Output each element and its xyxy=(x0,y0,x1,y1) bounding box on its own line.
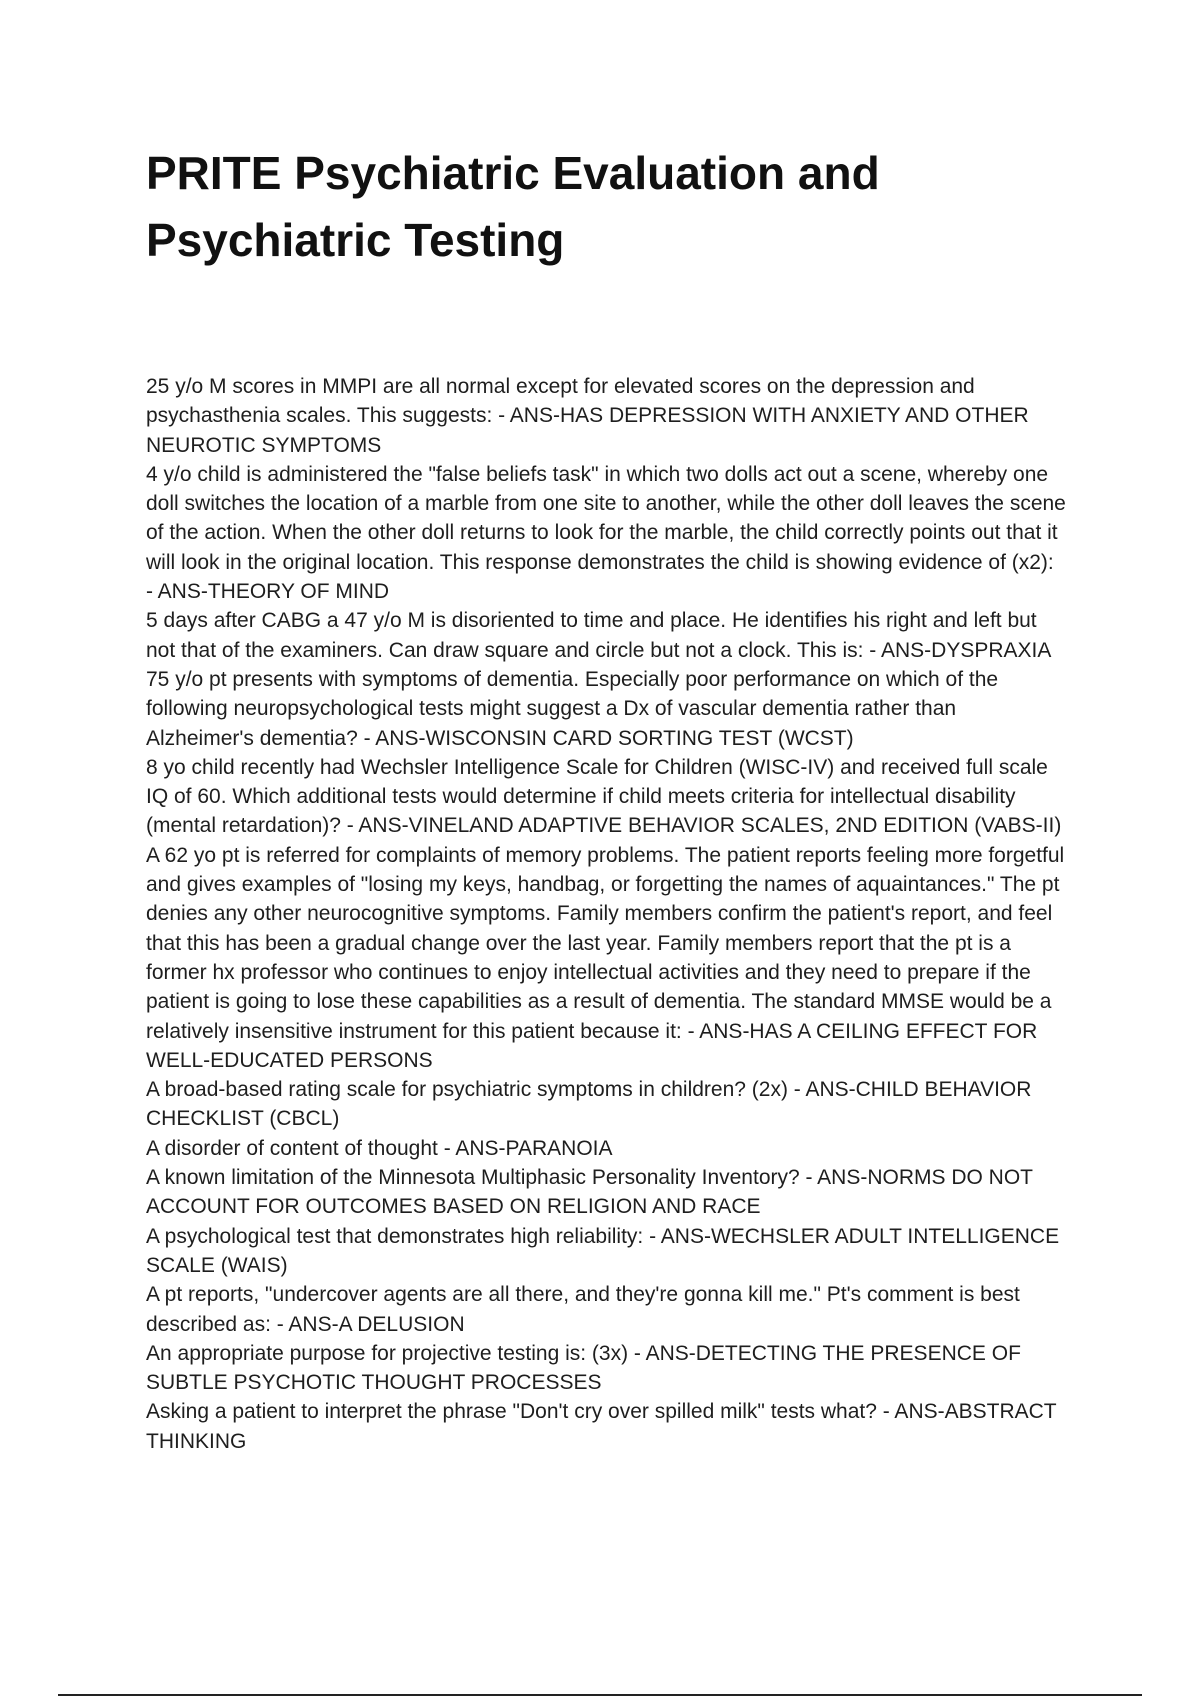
qa-entry: A disorder of content of thought - ANS-PARANOIA xyxy=(146,1136,613,1160)
page-title: PRITE Psychiatric Evaluation and Psychiatric Testing xyxy=(146,147,880,266)
qa-entry: 75 y/o pt presents with symptoms of dementia. Especially poor performance on which of the following neuropsychological tests might suggest a Dx of vascular dementia rather than Alzheimer's dementia? - ANS-WISCONSIN CARD SORTING TEST (WCST) xyxy=(146,667,999,750)
qa-list xyxy=(146,372,1066,1456)
qa-entry: A broad-based rating scale for psychiatric symptoms in children? (2x) - ANS-CHILD BEHAVIOR CHECKLIST (CBCL) xyxy=(146,1078,1032,1131)
qa-entry: 5 days after CABG a 47 y/o M is disoriented to time and place. He identifies his right and left but not that of the examiners. Can draw square and circle but not a clock. This is: - ANS-DYSPRAXIA xyxy=(146,609,1052,662)
qa-entry: A psychological test that demonstrates high reliability: - ANS-WECHSLER ADULT INTELLIGENCE SCALE (WAIS) xyxy=(146,1224,1060,1277)
qa-entry: A known limitation of the Minnesota Multiphasic Personality Inventory? - ANS-NORMS DO NOT ACCOUNT FOR OUTCOMES BASED ON RELIGION AND RACE xyxy=(146,1166,1033,1219)
qa-entry: Asking a patient to interpret the phrase "Don't cry over spilled milk" tests what? - ANS-ABSTRACT THINKING xyxy=(146,1400,1057,1453)
qa-entry: 25 y/o M scores in MMPI are all normal except for elevated scores on the depression and psychasthenia scales. This suggests: - ANS-HAS DEPRESSION WITH ANXIETY AND OTHER NEUROTIC SYMPTOMS xyxy=(146,375,1029,457)
qa-entry: A pt reports, "undercover agents are all there, and they're gonna kill me." Pt's comment is best described as: - ANS-A DELUSION xyxy=(146,1283,1020,1336)
qa-entry: A 62 yo pt is referred for complaints of memory problems. The patient reports feeling more forgetful and gives examples of "losing my keys, handbag, or forgetting the names of aquaintances." The pt denies any other neurocognitive symptoms. Family members confirm the patient's report, and feel that this has been a gradual change over the last year. Family members report that the pt is a former hx professor who continues to enjoy intellectual activities and they need to prepare if the patient is going to lose these capabilities as a result of dementia. The standard MMSE would be a relatively insensitive instrument for this patient because it: - ANS-HAS A CEILING EFFECT FOR WELL-EDUCATED PERSONS xyxy=(146,843,1065,1072)
qa-entry: 8 yo child recently had Wechsler Intelligence Scale for Children (WISC-IV) and received full scale IQ of 60. Which additional tests would determine if child meets criteria for intellectual disability (mental retardation)? - ANS-VINELAND ADAPTIVE BEHAVIOR SCALES, 2ND EDITION (VABS-II) xyxy=(146,755,1062,838)
footer-divider xyxy=(58,1694,1142,1696)
qa-entry: An appropriate purpose for projective testing is: (3x) - ANS-DETECTING THE PRESENCE OF SUBTLE PSYCHOTIC THOUGHT PROCESSES xyxy=(146,1341,1021,1395)
qa-entry: 4 y/o child is administered the "false beliefs task" in which two dolls act out a scene, whereby one doll switches the location of a marble from one site to another, while the other doll leaves the scene of the action. When the other doll returns to look for the marble, the child correctly points out that it will look in the original location. This response demonstrates the child is showing evidence of (x2): - ANS-THEORY OF MIND xyxy=(146,462,1066,604)
